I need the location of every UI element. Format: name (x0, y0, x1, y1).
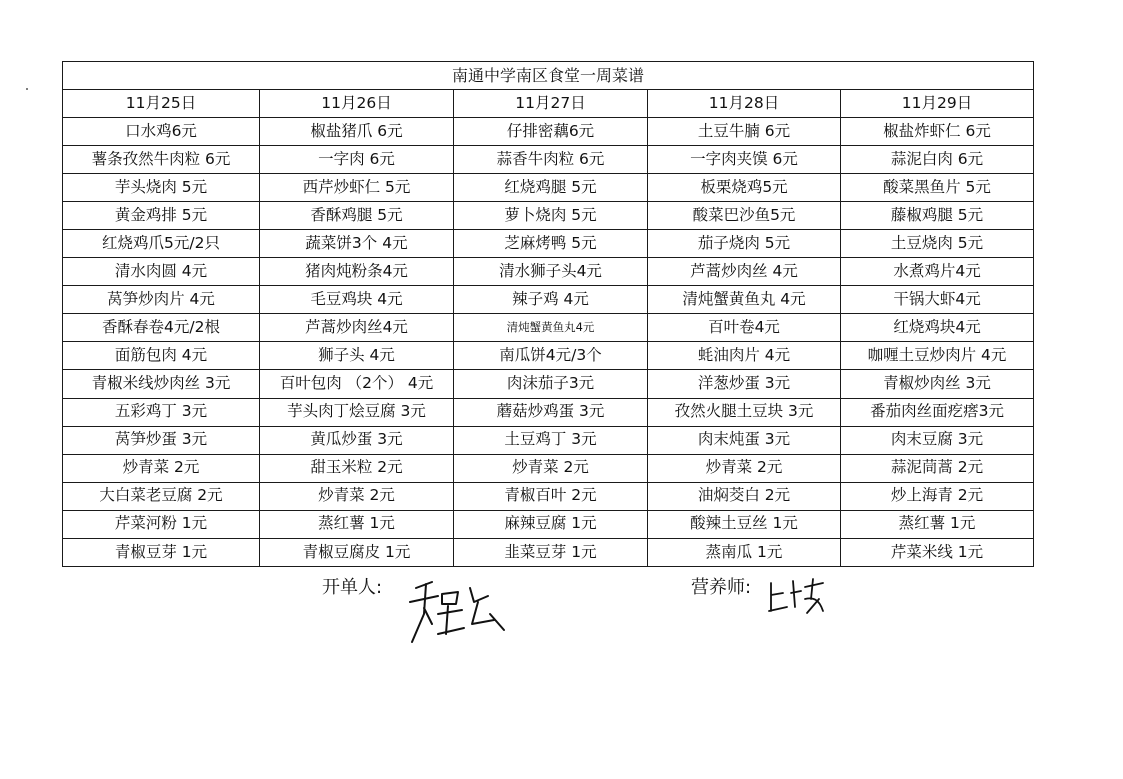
dish-cell: 香酥春卷4元/2根 (63, 314, 260, 342)
dish-cell: 毛豆鸡块 4元 (260, 286, 454, 314)
dish-cell: 芦蒿炒肉丝 4元 (648, 258, 841, 286)
dish-cell: 土豆牛腩 6元 (648, 118, 841, 146)
dish-cell: 黄瓜炒蛋 3元 (260, 426, 454, 454)
menu-table-body (63, 62, 1034, 567)
dish-cell: 芝麻烤鸭 5元 (454, 230, 648, 258)
menu-row (63, 118, 1034, 146)
dish-cell: 土豆烧肉 5元 (841, 230, 1034, 258)
dish-cell: 蒸南瓜 1元 (648, 538, 841, 566)
menu-row (63, 398, 1034, 426)
dish-cell: 清水狮子头4元 (454, 258, 648, 286)
dish-cell: 红烧鸡腿 5元 (454, 174, 648, 202)
dish-cell: 红烧鸡爪5元/2只 (63, 230, 260, 258)
dish-cell: 南瓜饼4元/3个 (454, 342, 648, 370)
menu-row (63, 510, 1034, 538)
dish-cell: 蒸红薯 1元 (260, 510, 454, 538)
menu-title: 南通中学南区食堂一周菜谱 (63, 62, 1034, 90)
menu-row (63, 174, 1034, 202)
dish-cell: 青椒豆芽 1元 (63, 538, 260, 566)
dish-cell: 肉末豆腐 3元 (841, 426, 1034, 454)
dish-cell: 油焖茭白 2元 (648, 482, 841, 510)
dish-cell: 孜然火腿土豆块 3元 (648, 398, 841, 426)
dish-cell: 水煮鸡片4元 (841, 258, 1034, 286)
dish-cell: 五彩鸡丁 3元 (63, 398, 260, 426)
dish-cell: 蔬菜饼3个 4元 (260, 230, 454, 258)
dish-cell: 椒盐炸虾仁 6元 (841, 118, 1034, 146)
menu-row (63, 258, 1034, 286)
dish-cell: 椒盐猪爪 6元 (260, 118, 454, 146)
dish-cell: 炒青菜 2元 (260, 482, 454, 510)
dish-cell: 莴笋炒蛋 3元 (63, 426, 260, 454)
dish-cell: 清炖蟹黄鱼丸4元 (454, 314, 648, 342)
date-row (63, 90, 1034, 118)
dish-cell: 酸菜巴沙鱼5元 (648, 202, 841, 230)
dish-cell: 狮子头 4元 (260, 342, 454, 370)
issuer-label: 开单人: (322, 577, 383, 598)
dish-cell: 蘑菇炒鸡蛋 3元 (454, 398, 648, 426)
dish-cell: 大白菜老豆腐 2元 (63, 482, 260, 510)
nutritionist-label: 营养师: (691, 577, 752, 598)
dish-cell: 蒜泥茼蒿 2元 (841, 454, 1034, 482)
dish-cell: 洋葱炒蛋 3元 (648, 370, 841, 398)
dish-cell: 板栗烧鸡5元 (648, 174, 841, 202)
dish-cell: 猪肉炖粉条4元 (260, 258, 454, 286)
dish-cell: 咖喱土豆炒肉片 4元 (841, 342, 1034, 370)
dish-cell: 青椒炒肉丝 3元 (841, 370, 1034, 398)
scan-speck (26, 88, 28, 90)
dish-cell: 番茄肉丝面疙瘩3元 (841, 398, 1034, 426)
dish-cell: 酸辣土豆丝 1元 (648, 510, 841, 538)
dish-cell: 芹菜米线 1元 (841, 538, 1034, 566)
dish-cell: 莴笋炒肉片 4元 (63, 286, 260, 314)
dish-cell: 肉沫茄子3元 (454, 370, 648, 398)
dish-cell: 仔排密藕6元 (454, 118, 648, 146)
menu-row (63, 286, 1034, 314)
dish-cell: 薯条孜然牛肉粒 6元 (63, 146, 260, 174)
dish-cell: 麻辣豆腐 1元 (454, 510, 648, 538)
title-row (63, 62, 1034, 90)
date-header: 11月29日 (841, 90, 1034, 118)
dish-cell: 香酥鸡腿 5元 (260, 202, 454, 230)
menu-row (63, 370, 1034, 398)
dish-cell: 韭菜豆芽 1元 (454, 538, 648, 566)
menu-row (63, 202, 1034, 230)
dish-cell: 土豆鸡丁 3元 (454, 426, 648, 454)
issuer-signature (402, 574, 512, 650)
menu-row (63, 314, 1034, 342)
dish-cell: 黄金鸡排 5元 (63, 202, 260, 230)
menu-row (63, 482, 1034, 510)
menu-row (63, 538, 1034, 566)
dish-cell: 西芹炒虾仁 5元 (260, 174, 454, 202)
dish-cell: 蚝油肉片 4元 (648, 342, 841, 370)
dish-cell: 一字肉夹馍 6元 (648, 146, 841, 174)
dish-cell: 炒青菜 2元 (648, 454, 841, 482)
date-header: 11月27日 (454, 90, 648, 118)
dish-cell: 炒上海青 2元 (841, 482, 1034, 510)
dish-cell: 芹菜河粉 1元 (63, 510, 260, 538)
dish-cell: 萝卜烧肉 5元 (454, 202, 648, 230)
date-header: 11月25日 (63, 90, 260, 118)
dish-cell: 芋头烧肉 5元 (63, 174, 260, 202)
dish-cell: 肉末炖蛋 3元 (648, 426, 841, 454)
dish-cell: 蒜香牛肉粒 6元 (454, 146, 648, 174)
menu-row (63, 342, 1034, 370)
dish-cell: 炒青菜 2元 (63, 454, 260, 482)
dish-cell: 青椒百叶 2元 (454, 482, 648, 510)
dish-cell: 茄子烧肉 5元 (648, 230, 841, 258)
dish-cell: 面筋包肉 4元 (63, 342, 260, 370)
dish-cell: 红烧鸡块4元 (841, 314, 1034, 342)
dish-cell: 青椒豆腐皮 1元 (260, 538, 454, 566)
menu-row (63, 230, 1034, 258)
dish-cell: 芦蒿炒肉丝4元 (260, 314, 454, 342)
dish-cell: 百叶包肉 （2个） 4元 (260, 370, 454, 398)
dish-cell: 蒜泥白肉 6元 (841, 146, 1034, 174)
dish-cell: 酸菜黑鱼片 5元 (841, 174, 1034, 202)
dish-cell: 干锅大虾4元 (841, 286, 1034, 314)
date-header: 11月26日 (260, 90, 454, 118)
dish-cell: 芋头肉丁烩豆腐 3元 (260, 398, 454, 426)
date-header: 11月28日 (648, 90, 841, 118)
menu-row (63, 146, 1034, 174)
dish-cell: 百叶卷4元 (648, 314, 841, 342)
dish-cell: 清炖蟹黄鱼丸 4元 (648, 286, 841, 314)
nutritionist-signature (765, 573, 833, 617)
dish-cell: 清水肉圆 4元 (63, 258, 260, 286)
dish-cell: 蒸红薯 1元 (841, 510, 1034, 538)
menu-row (63, 426, 1034, 454)
dish-cell: 辣子鸡 4元 (454, 286, 648, 314)
dish-cell: 藤椒鸡腿 5元 (841, 202, 1034, 230)
dish-cell: 炒青菜 2元 (454, 454, 648, 482)
dish-cell: 甜玉米粒 2元 (260, 454, 454, 482)
weekly-menu-table (62, 61, 1034, 567)
dish-cell: 青椒米线炒肉丝 3元 (63, 370, 260, 398)
dish-cell: 一字肉 6元 (260, 146, 454, 174)
menu-row (63, 454, 1034, 482)
dish-cell: 口水鸡6元 (63, 118, 260, 146)
